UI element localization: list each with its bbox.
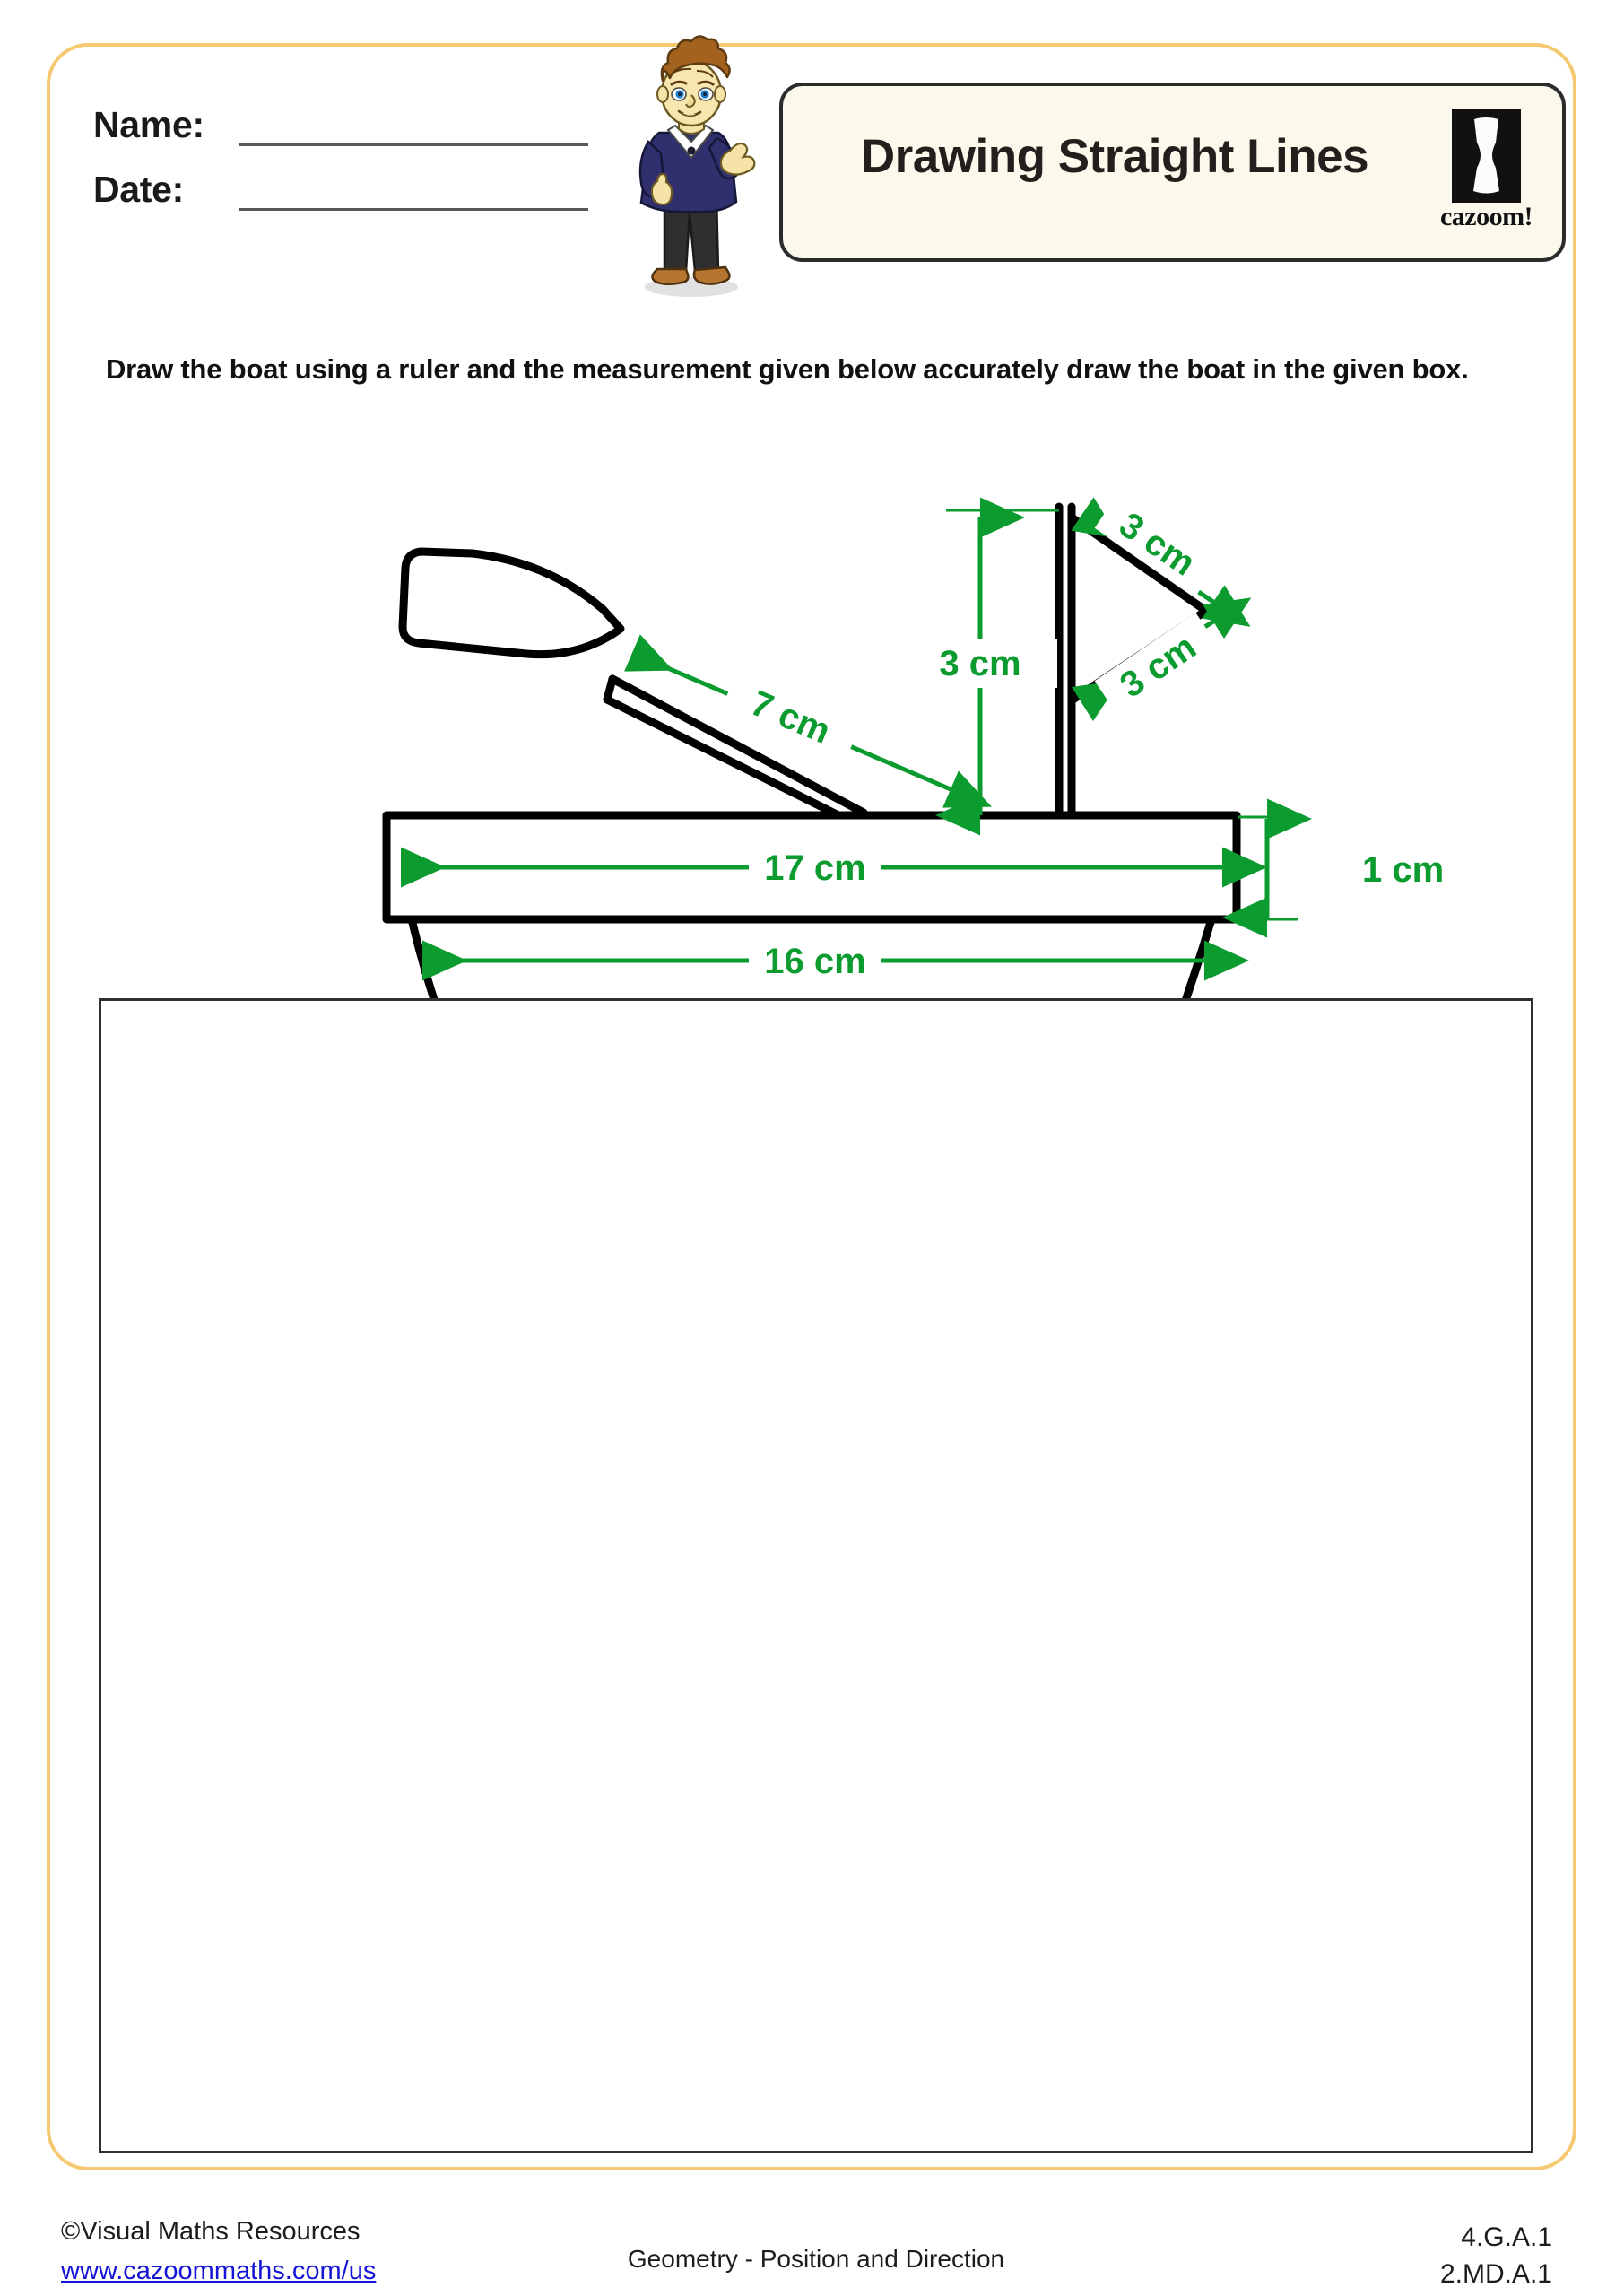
dim-label-deck: 17 cm (764, 848, 866, 888)
worksheet-header (0, 0, 1624, 305)
drawing-answer-box[interactable] (99, 998, 1533, 2153)
dim-label-16: 16 cm (764, 942, 866, 981)
dim-label-deck-height: 1 cm (1362, 850, 1445, 890)
dim-label-oar: 7 cm (745, 683, 837, 752)
dim-label-flag-top: 3 cm (1112, 505, 1203, 584)
cazoom-wordmark: cazoom! (1439, 202, 1533, 231)
title-panel (779, 83, 1566, 262)
copyright-text: ©Visual Maths Resources (61, 2217, 360, 2246)
worksheet-footer (0, 2202, 1624, 2296)
date-input-line[interactable] (239, 208, 588, 211)
boy-mascot-icon (612, 47, 769, 298)
instruction-text: Draw the boat using a ruler and the measurement given below accurately draw the boat in the given box. (106, 353, 1469, 385)
page-title: Drawing Straight Lines (860, 130, 1369, 183)
cazoom-logo (1439, 109, 1533, 243)
standards-codes (1283, 2220, 1552, 2292)
date-label: Date: (93, 169, 185, 210)
footer-left-block (61, 2215, 527, 2288)
standard-code-1: 4.G.A.1 (1461, 2222, 1552, 2252)
boat-measurement-diagram (354, 435, 1445, 981)
standard-code-2: 2.MD.A.1 (1439, 2258, 1552, 2289)
name-label: Name: (93, 104, 204, 145)
name-input-line[interactable] (239, 144, 588, 146)
website-link[interactable]: www.cazoommaths.com/us (61, 2256, 377, 2285)
dim-label-mast: 3 cm (939, 644, 1021, 683)
subject-text: Geometry - Position and Direction (627, 2245, 1005, 2273)
cazoom-hourglass-icon (1452, 109, 1521, 203)
dim-label-flag-bottom: 3 cm (1113, 627, 1203, 706)
